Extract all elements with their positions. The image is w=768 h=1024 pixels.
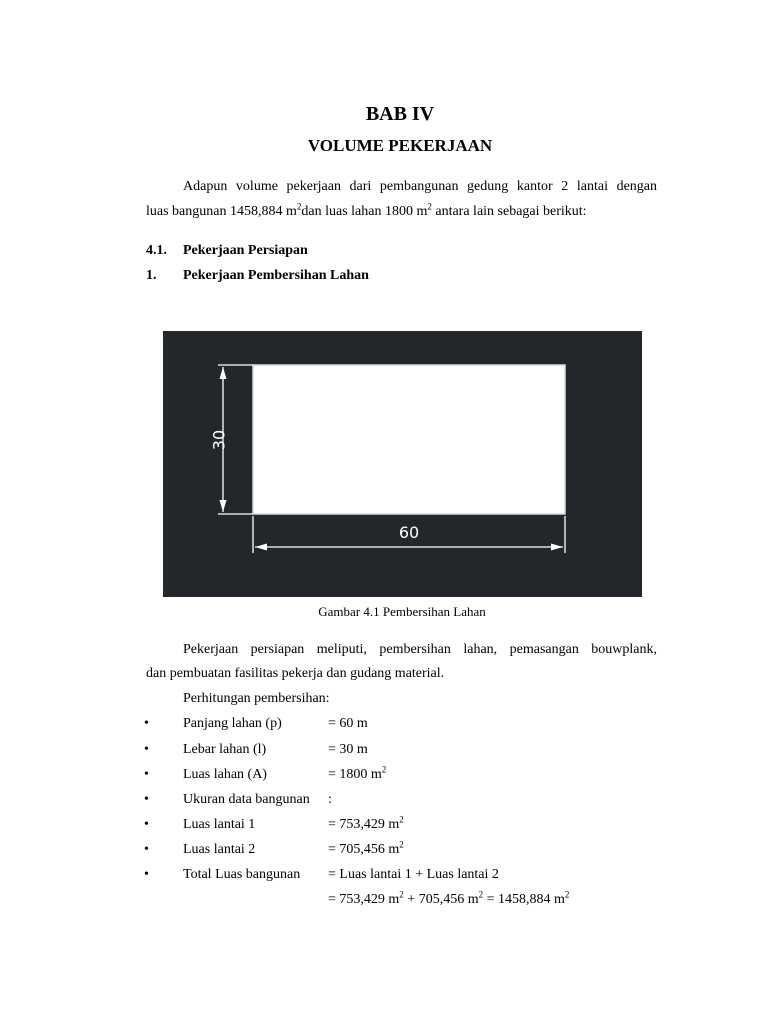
- arrow-down-icon: [220, 500, 227, 512]
- bullet-icon: •: [144, 817, 149, 832]
- subsection-title: Pekerjaan Pembersihan Lahan: [183, 268, 369, 283]
- bullet-icon: •: [144, 842, 149, 857]
- arrow-up-icon: [220, 367, 227, 379]
- intro-line-2: luas bangunan 1458,884 $m^2dan$ luas lahan 1800 $m^2$ antara lain sebagai berikut:: [146, 201, 587, 219]
- calculation-intro: Perhitungan pembersihan:: [183, 691, 330, 706]
- width-dimension-label: 60: [398, 523, 420, 542]
- calc-value: = Luas lantai 1 + Luas lantai 2: [328, 867, 499, 882]
- section-number: 4.1.: [146, 243, 167, 258]
- bullet-icon: •: [144, 767, 149, 782]
- chapter-title: VOLUME PEKERJAAN: [307, 136, 493, 155]
- calc-label: Luas lantai 2: [183, 842, 256, 857]
- body-paragraph-line-2: dan pembuatan fasilitas pekerja dan gudang material.: [146, 666, 445, 681]
- calc-label: Panjang lahan (p): [183, 716, 282, 731]
- bullet-icon: •: [144, 716, 149, 731]
- bullet-icon: •: [144, 792, 149, 807]
- section-title: Pekerjaan Persiapan: [183, 243, 308, 258]
- calc-label: Luas lahan (A): [183, 767, 267, 782]
- total-calculation-line: = 753,429 $m^2 + 705,456$ $m^2 = 1458,884$ $m^2$: [328, 889, 570, 907]
- land-clearing-figure: [163, 331, 642, 597]
- body-paragraph-line-1: Pekerjaan persiapan meliputi, pembersihan lahan, pemasangan bouwplank,: [183, 642, 657, 657]
- calc-value: = 1800 $m^2$: [328, 764, 387, 782]
- lot-rectangle: [253, 365, 565, 514]
- calc-label: Luas lantai 1: [183, 817, 256, 832]
- arrow-right-icon: [551, 544, 563, 551]
- figure-caption: Gambar 4.1 Pembersihan Lahan: [318, 604, 486, 619]
- chapter-heading: BAB IV: [365, 103, 435, 125]
- calc-label: Lebar lahan (l): [183, 742, 267, 757]
- calc-value: = 753,429 $m^2$: [328, 814, 404, 832]
- lot-dimension-drawing: [163, 331, 642, 597]
- subsection-number: 1.: [146, 268, 157, 283]
- calc-value: = 705,456 $m^2$: [328, 839, 404, 857]
- arrow-left-icon: [255, 544, 267, 551]
- calc-label: Total Luas bangunan: [183, 867, 301, 882]
- intro-line-1: Adapun volume pekerjaan dari pembangunan gedung kantor 2 lantai dengan: [183, 179, 657, 194]
- height-dimension-label: 30: [209, 429, 229, 451]
- bullet-icon: •: [144, 867, 149, 882]
- calc-label: Ukuran data bangunan: [183, 792, 310, 807]
- bullet-icon: •: [144, 742, 149, 757]
- calc-value: = 30 m: [328, 742, 368, 757]
- calc-value: = 60 m: [328, 716, 368, 731]
- calc-value: :: [328, 792, 332, 807]
